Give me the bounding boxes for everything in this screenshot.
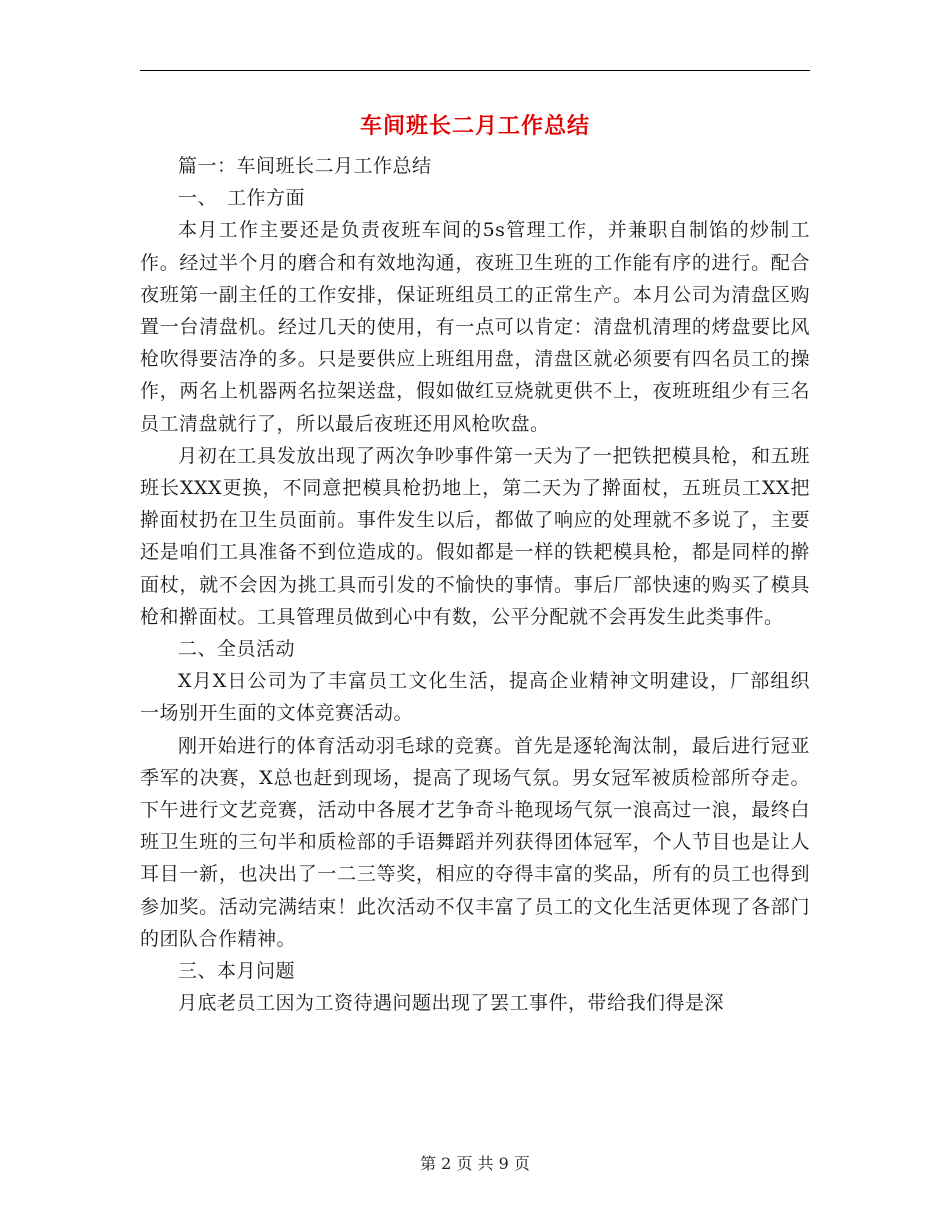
body-paragraph: 月初在工具发放出现了两次争吵事件第一天为了一把铁把模具枪，和五班班长XXX更换，不同意把模具枪扔地上，第二天为了擀面杖，五班员工XX把擀面杖扔在卫生员面前。事件发生以后，都做了响应的处理就不多说了，主要还是咱们工具准备不到位造成的。假如都是一样的铁耙模具枪，都是同样的擀面杖，就不会因为挑工具而引发的不愉快的事情。事后厂部快速的购买了模具枪和擀面杖。工具管理员做到心中有数，公平分配就不会再发生此类事件。	[140, 444, 810, 628]
section-heading-part-one: 篇一：车间班长二月工作总结	[178, 155, 432, 177]
document-body	[140, 150, 810, 1019]
body-paragraph: 本月工作主要还是负责夜班车间的5s管理工作，并兼职自制馅的炒制工作。经过半个月的磨合和有效地沟通，夜班卫生班的工作能有序的进行。配合夜班第一副主任的工作安排，保证班组员工的正常生产。本月公司为清盘区购置一台清盘机。经过几天的使用，有一点可以肯定：清盘机清理的烤盘要比风枪吹得要洁净的多。只是要供应上班组用盘，清盘区就必须要有四名员工的操作，两名上机器两名拉架送盘，假如做红豆烧就更供不上，夜班班组少有三名员工清盘就行了，所以最后夜班还用风枪吹盘。	[140, 219, 810, 435]
body-paragraph: 刚开始进行的体育活动羽毛球的竞赛。首先是逐轮淘汰制，最后进行冠亚季军的决赛，X总也赶到现场，提高了现场气氛。男女冠军被质检部所夺走。下午进行文艺竞赛，活动中各展才艺争奇斗艳现场气氛一浪高过一浪，最终白班卫生班的三句半和质检部的手语舞蹈并列获得团体冠军，个人节目也是让人耳目一新，也决出了一二三等奖，相应的夺得丰富的奖品，所有的员工也得到参加奖。活动完满结束！此次活动不仅丰富了员工的文化生活更体现了各部门的团队合作精神。	[140, 734, 810, 950]
body-paragraph: X月X日公司为了丰富员工文化生活，提高企业精神文明建设，厂部组织一场别开生面的文体竞赛活动。	[140, 670, 810, 725]
header-rule	[140, 70, 810, 71]
body-paragraph: 月底老员工因为工资待遇问题出现了罢工事件，带给我们得是深	[178, 992, 725, 1015]
section-heading-activities: 二、全员活动	[178, 638, 296, 661]
page-number: 第 2 页 共 9 页	[420, 1154, 530, 1173]
document-title: 车间班长二月工作总结	[359, 113, 590, 139]
section-heading-work: 一、 工作方面	[178, 187, 306, 210]
section-heading-problems: 三、本月问题	[178, 960, 296, 983]
